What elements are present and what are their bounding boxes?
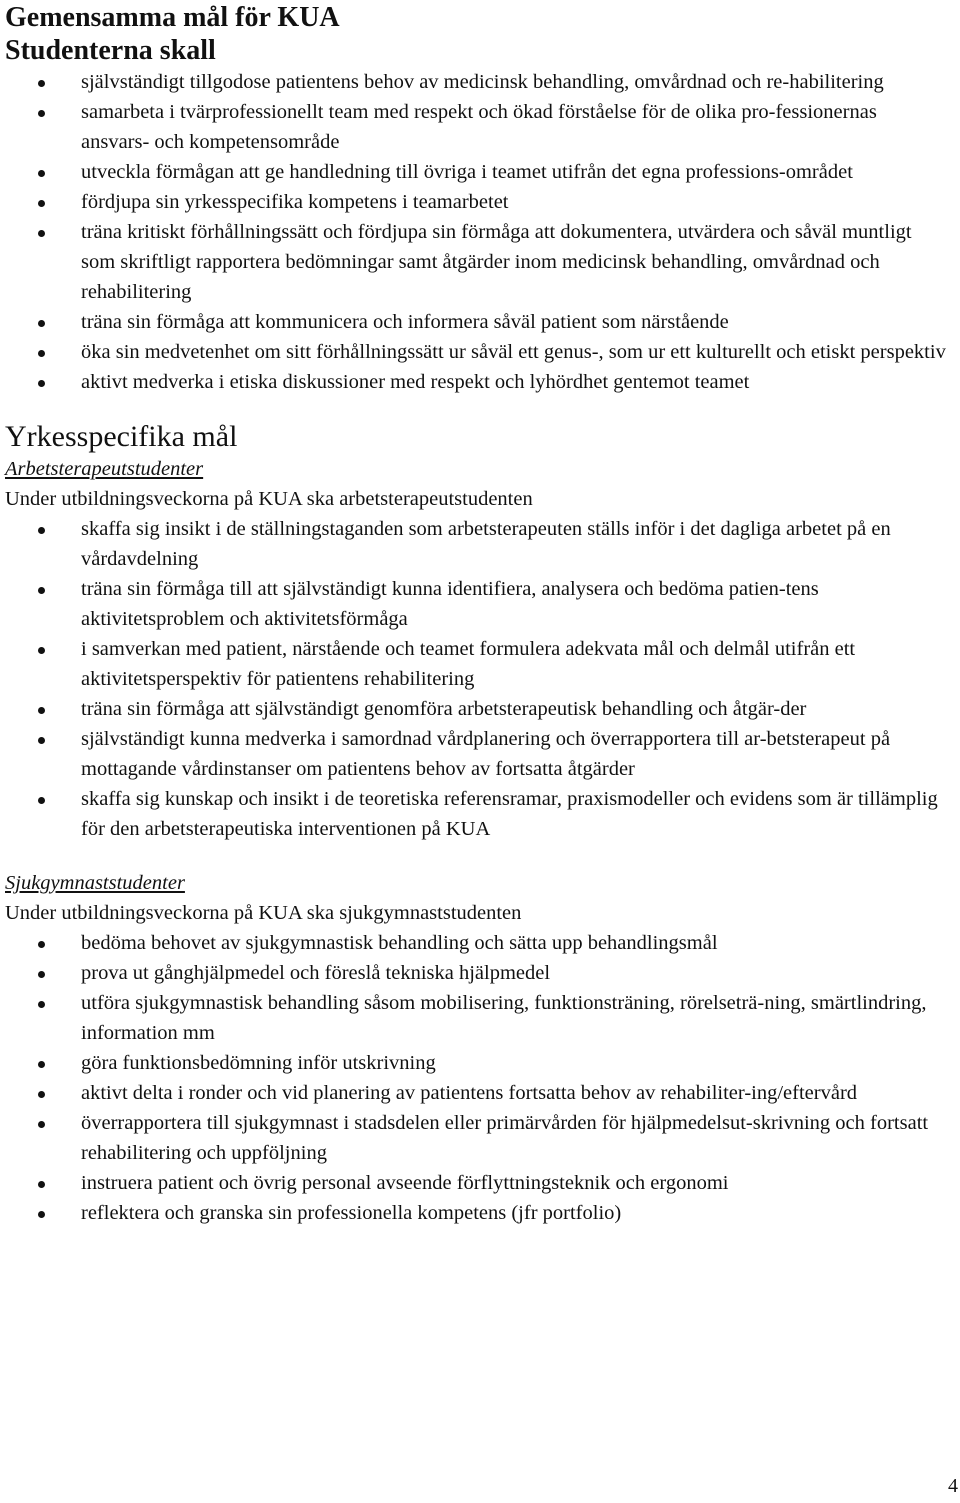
pt-goals-list (5, 928, 960, 1228)
list-item: göra funktionsbedömning inför utskrivning (5, 1048, 960, 1078)
section-title-common: Gemensamma mål för KUA (5, 2, 340, 33)
bullet-icon (38, 971, 45, 978)
list-item: skaffa sig kunskap och insikt i de teoretiska referensramar, praxismodeller och evidens som är tillämplig för den arbetsterapeutiska interventionen på KUA (5, 784, 960, 844)
list-item: reflektera och granska sin professionella kompetens (jfr portfolio) (5, 1198, 960, 1228)
bullet-icon (38, 1211, 45, 1218)
bullet-icon (38, 941, 45, 948)
list-item: samarbeta i tvärprofessionellt team med respekt och ökad förståelse för de olika pro-fessionernas ansvars- och kompetensområde (5, 97, 960, 157)
bullet-icon (38, 1061, 45, 1068)
bullet-icon (38, 320, 45, 327)
list-item: träna kritiskt förhållningssätt och fördjupa sin förmåga att dokumentera, utvärdera och såväl muntligt som skriftligt rapportera bedömningar samt åtgärder inom medicinsk behandling, omvårdnad och rehabilitering (5, 217, 960, 307)
bullet-icon (38, 200, 45, 207)
bullet-icon (38, 797, 45, 804)
bullet-icon (38, 110, 45, 117)
list-item: bedöma behovet av sjukgymnastisk behandling och sätta upp behandlingsmål (5, 928, 960, 958)
list-item: träna sin förmåga att kommunicera och informera såväl patient som närstående (5, 307, 960, 337)
bullet-icon (38, 1181, 45, 1188)
common-goals-list (5, 67, 960, 397)
list-item: öka sin medvetenhet om sitt förhållningssätt ur såväl ett genus-, som ur ett kulturellt och etiskt perspektiv (5, 337, 960, 367)
pt-intro: Under utbildningsveckorna på KUA ska sjukgymnaststudenten (5, 902, 522, 924)
list-item: självständigt tillgodose patientens behov av medicinsk behandling, omvårdnad och re-habilitering (5, 67, 960, 97)
subheading-ot-students: Arbetsterapeutstudenter (5, 458, 204, 480)
ot-intro: Under utbildningsveckorna på KUA ska arbetsterapeutstudenten (5, 488, 533, 510)
ot-goals-list (5, 514, 960, 844)
bullet-icon (38, 527, 45, 534)
list-item: självständigt kunna medverka i samordnad vårdplanering och överrapportera till ar-betsterapeut på mottagande vårdinstanser om patientens behov av fortsatta åtgärder (5, 724, 960, 784)
list-item: skaffa sig insikt i de ställningstaganden som arbetsterapeuten ställs inför i det dagliga arbetet på en vårdavdelning (5, 514, 960, 574)
bullet-icon (38, 380, 45, 387)
bullet-icon (38, 350, 45, 357)
section-subtitle-students: Studenterna skall (5, 35, 216, 66)
list-item: utveckla förmågan att ge handledning till övriga i teamet utifrån det egna professions-området (5, 157, 960, 187)
list-item: i samverkan med patient, närstående och teamet formulera adekvata mål och delmål utifrån ett aktivitetsperspektiv för patientens rehabilitering (5, 634, 960, 694)
list-item: träna sin förmåga att självständigt genomföra arbetsterapeutisk behandling och åtgär-der (5, 694, 960, 724)
bullet-icon (38, 737, 45, 744)
page-number: 4 (948, 1475, 958, 1497)
list-item: fördjupa sin yrkesspecifika kompetens i teamarbetet (5, 187, 960, 217)
list-item: överrapportera till sjukgymnast i stadsdelen eller primärvården för hjälpmedelsut-skrivning och fortsatt rehabilitering och uppföljning (5, 1108, 960, 1168)
bullet-icon (38, 80, 45, 87)
list-item: prova ut gånghjälpmedel och föreslå tekniska hjälpmedel (5, 958, 960, 988)
list-item: aktivt delta i ronder och vid planering av patientens fortsatta behov av rehabiliter-ing/eftervård (5, 1078, 960, 1108)
list-item: instruera patient och övrig personal avseende förflyttningsteknik och ergonomi (5, 1168, 960, 1198)
bullet-icon (38, 1001, 45, 1008)
bullet-icon (38, 1121, 45, 1128)
subheading-pt-students: Sjukgymnaststudenter (5, 872, 185, 894)
bullet-icon (38, 170, 45, 177)
bullet-icon (38, 587, 45, 594)
bullet-icon (38, 1091, 45, 1098)
bullet-icon (38, 230, 45, 237)
list-item: aktivt medverka i etiska diskussioner med respekt och lyhördhet gentemot teamet (5, 367, 960, 397)
list-item: träna sin förmåga till att självständigt kunna identifiera, analysera och bedöma patien-tens aktivitetsproblem och aktivitetsförmåga (5, 574, 960, 634)
list-item: utföra sjukgymnastisk behandling såsom mobilisering, funktionsträning, rörelseträ-ning, smärtlindring, information mm (5, 988, 960, 1048)
bullet-icon (38, 647, 45, 654)
bullet-icon (38, 707, 45, 714)
section-title-specific: Yrkesspecifika mål (5, 420, 238, 453)
